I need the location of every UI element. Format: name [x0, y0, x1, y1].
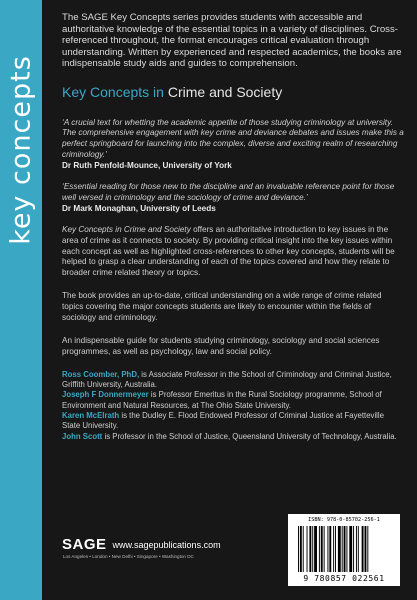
author-bio [62, 370, 404, 391]
barcode-bar [327, 526, 328, 572]
description-paragraph-1 [62, 225, 404, 280]
author-description: is Associate Professor in the School of Criminology and Criminal Justice, Griffith University, Australia. [62, 369, 392, 390]
author-bios [62, 370, 404, 442]
book-title-inline: Key Concepts in Crime and Society [62, 224, 191, 234]
barcode-bar [307, 526, 308, 572]
endorsement-author: Dr Mark Monaghan, University of Leeds [62, 203, 216, 213]
barcode-bar [329, 526, 331, 572]
barcode-digits: 9 780857 022561 [303, 574, 385, 583]
endorsement-text: ‘Essential reading for those new to the discipline and an invaluable reference point for those well versed in criminology and the sociology of crime and deviance.’ [62, 182, 395, 202]
barcode-bar [344, 526, 346, 572]
barcode-bar [335, 526, 336, 572]
barcode-bar [298, 526, 299, 572]
endorsement-1 [62, 118, 404, 173]
barcode-bar [333, 526, 334, 572]
barcode-bar [362, 526, 364, 572]
barcode-bar [358, 526, 359, 572]
description-paragraph-2: The book provides an up-to-date, critical understanding on a wide range of crime related topics covering the major concepts students are likely to encounter within the fields of sociology and criminology. [62, 291, 382, 323]
author-description: is the Dudley E. Flood Endowed Professor of Criminal Justice at Fayetteville State University. [62, 411, 384, 431]
author-name: Joseph F Donnermeyer [62, 390, 149, 400]
series-intro: The SAGE Key Concepts series provides students with accessible and authoritative knowledge of the essential topics in a variety of disciplines. Cross-referenced throughout, the format encourages critical evaluation through understanding. Written by experienced and respected academics, the books are indispensable study aids and guides to comprehension. [62, 12, 402, 69]
barcode-bar [365, 526, 367, 572]
endorsement-text: ‘A crucial text for whetting the academic appetite of those studying criminology at university. The comprehensive engagement with key crime and deviance debates and issues make this a perfect springboard for launching into the complex, diverse and exciting realm of researching criminology.’ [62, 117, 404, 160]
barcode-bar [321, 526, 323, 572]
author-name: Ross Coomber, PhD, [62, 369, 140, 379]
spine-band [0, 0, 42, 600]
barcode-bar [338, 526, 341, 572]
publisher-block [62, 536, 242, 559]
barcode-bar [356, 526, 357, 572]
description-paragraph-3: An indispensable guide for students studying criminology, sociology and social sciences programmes, as well as psychology, law and social policy. [62, 336, 380, 356]
barcode-bar [312, 526, 313, 572]
barcode-icon [298, 526, 392, 572]
author-bio [62, 390, 404, 411]
sage-logo: SAGE [62, 536, 107, 553]
endorsement-author: Dr Ruth Penfold-Mounce, University of York [62, 161, 232, 171]
barcode-panel [288, 514, 400, 586]
barcode-bar [346, 526, 347, 572]
author-bio [62, 432, 404, 442]
author-name: John Scott [62, 431, 103, 441]
back-cover-content [62, 12, 404, 442]
author-description: is Professor in the School of Justice, Queensland University of Technology, Australia. [102, 431, 397, 441]
barcode-bar [300, 526, 302, 572]
author-description: is Professor Emeritus in the Rural Sociology programme, School of Environment and Natural Resources, at The Ohio State University. [62, 390, 382, 410]
endorsement-2 [62, 182, 404, 215]
author-name: Karen McElrath [62, 411, 120, 420]
series-spine-label: key concepts [5, 55, 37, 245]
barcode-bar [314, 526, 317, 572]
series-title [62, 84, 404, 100]
description-text: offers an authoritative introduction to key issues in the area of crime as it connects to society. By providing critical insight into the key issues within each concept as well as highlighted cross-references to other key concepts, students will be helped to grasp a clear understanding of each of the topics covered and how they relate to broader crime related theory or topics. [62, 224, 395, 278]
barcode-bar [367, 526, 368, 572]
barcode-bar [319, 526, 320, 572]
barcode-bar [303, 526, 304, 572]
barcode-bar [353, 526, 354, 572]
barcode-bar [342, 526, 343, 572]
barcode-bar [309, 526, 311, 572]
publisher-cities: Los Angeles • London • New Delhi • Singapore • Washington DC [63, 554, 194, 559]
isbn-label: ISBN: 978-0-85702-256-1 [308, 517, 380, 523]
barcode-bar [324, 526, 325, 572]
series-title-main: Crime and Society [167, 83, 283, 100]
barcode-bar [349, 526, 352, 572]
series-title-prefix: Key Concepts in [62, 83, 168, 100]
publisher-url[interactable]: www.sagepublications.com [112, 539, 221, 550]
author-bio [62, 411, 404, 432]
